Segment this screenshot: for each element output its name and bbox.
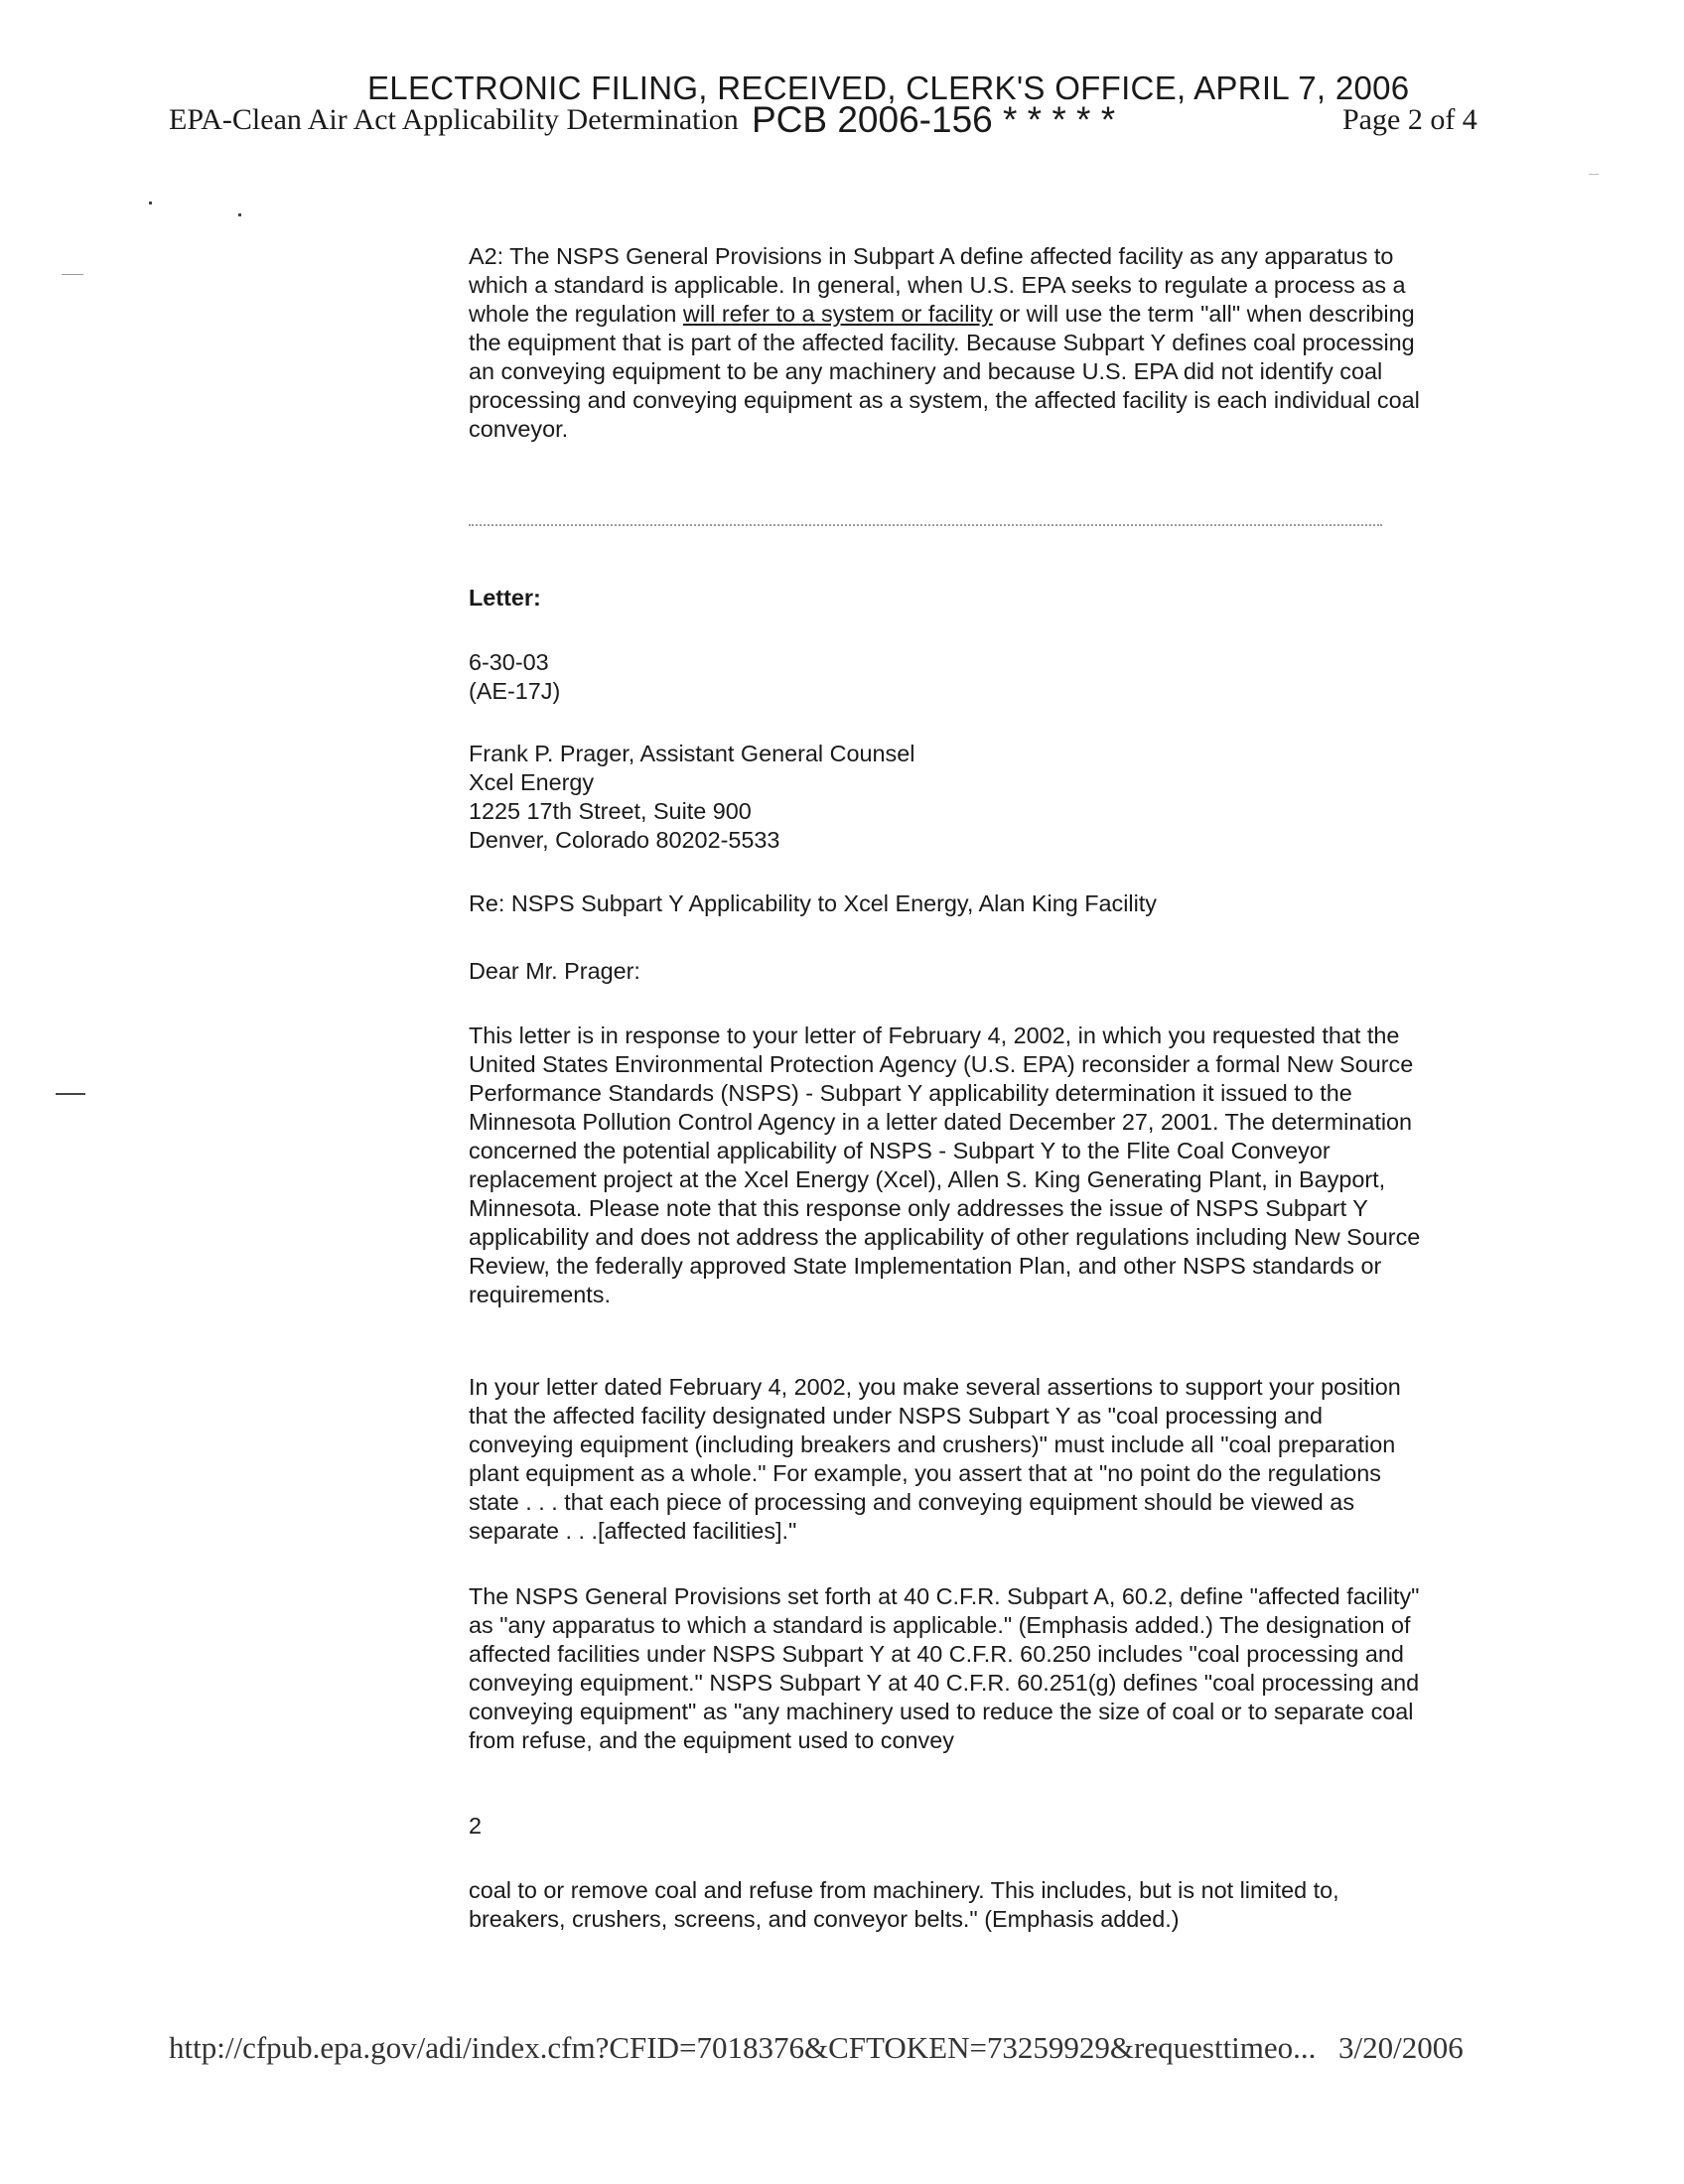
salutation: Dear Mr. Prager: — [469, 958, 640, 984]
inline-page-number: 2 — [469, 1813, 483, 1839]
address-line: 1225 17th Street, Suite 900 — [469, 798, 752, 824]
header-page-indicator: Page 2 of 4 — [1342, 103, 1477, 136]
address-line: Denver, Colorado 80202-5533 — [469, 827, 780, 853]
scan-speck — [149, 202, 152, 205]
subject-line: Re: NSPS Subpart Y Applicability to Xcel Energy, Alan King Facility — [469, 890, 1157, 916]
footer-print-date: 3/20/2006 — [1338, 2030, 1464, 2065]
footer-source-url: http://cfpub.epa.gov/adi/index.cfm?CFID=7018376&CFTOKEN=73259929&requesttimeo... — [169, 2030, 1317, 2065]
letter-paragraph-2: In your letter dated February 4, 2002, you make several assertions to support your position that the affected facility designated under NSPS Subpart Y as "coal processing and conveying equipment (including breakers and crushers)" must include all "coal preparation plant equipment as a whole." For example, you assert that at "no point do the regulations state . . . that each piece of processing and conveying equipment should be viewed as separate . . .[affected facilities]." — [469, 1374, 1401, 1544]
header-document-title: EPA-Clean Air Act Applicability Determination — [169, 103, 739, 136]
letter-paragraph-1: This letter is in response to your letter of February 4, 2002, in which you requested that the United States Environmental Protection Agency (U.S. EPA) reconsider a formal New Source Performance Standards (NSPS) - Subpart Y applicability determination it issued to the Minnesota Pollution Control Agency in a letter dated December 27, 2001. The determination concerned the potential applicability of NSPS - Subpart Y to the Flite Coal Conveyor replacement project at the Xcel Energy (Xcel), Allen S. King Generating Plant, in Bayport, Minnesota. Please note that this response only addresses the issue of NSPS Subpart Y applicability and does not address the applicability of other regulations including New Source Review, the federally approved State Implementation Plan, and other NSPS standards or requirements. — [469, 1023, 1421, 1307]
a2-text-before: A2: The NSPS General Provisions in Subpart A define affected facility as any apparatus to which a standard is applicable. In general, when U.S. EPA seeks to regulate a process as a whole the regulation — [469, 243, 1406, 327]
section-divider — [469, 524, 1382, 526]
a2-underlined-phrase: will refer to a system or facility — [682, 301, 993, 327]
letter-paragraph-3: The NSPS General Provisions set forth at 40 C.F.R. Subpart A, 60.2, define "affected facility" as "any apparatus to which a standard is applicable." (Emphasis added.) The designation of affected facilities under NSPS Subpart Y at 40 C.F.R. 60.250 includes "coal processing and conveying equipment." NSPS Subpart Y at 40 C.F.R. 60.251(g) defines "coal processing and conveying equipment" as "any machinery used to reduce the size of coal or to separate coal from refuse, and the equipment used to convey — [469, 1583, 1420, 1753]
recipient-address — [469, 740, 1422, 855]
mail-code: (AE-17J) — [469, 678, 561, 704]
electronic-filing-stamp: ELECTRONIC FILING, RECEIVED, CLERK'S OFFICE, APRIL 7, 2006 — [367, 69, 1410, 106]
letter-date: 6-30-03 — [469, 649, 549, 675]
a2-text-after: or will use the term "all" when describing the equipment that is part of the affected facility. Because Subpart Y defines coal processing an conveying equipment to be any machinery and because U.S. EPA did not identify coal processing and conveying equipment as a system, the affected facility is each individual coal conveyor. — [469, 301, 1420, 442]
scan-speck — [1589, 174, 1599, 175]
letter-date-block — [469, 648, 1422, 706]
letter-paragraph-4: coal to or remove coal and refuse from machinery. This includes, but is not limited to, breakers, crushers, screens, and conveyor belts." (Emphasis added.) — [469, 1877, 1339, 1932]
letter-heading: Letter: — [469, 585, 541, 611]
address-line: Frank P. Prager, Assistant General Counsel — [469, 741, 915, 766]
answer-a2-paragraph — [469, 242, 1422, 444]
scan-speck — [56, 1093, 85, 1095]
scan-speck — [238, 213, 241, 216]
address-line: Xcel Energy — [469, 769, 595, 795]
header-docket-number: PCB 2006-156 * * * * * — [752, 99, 1116, 140]
scan-speck — [62, 274, 83, 275]
